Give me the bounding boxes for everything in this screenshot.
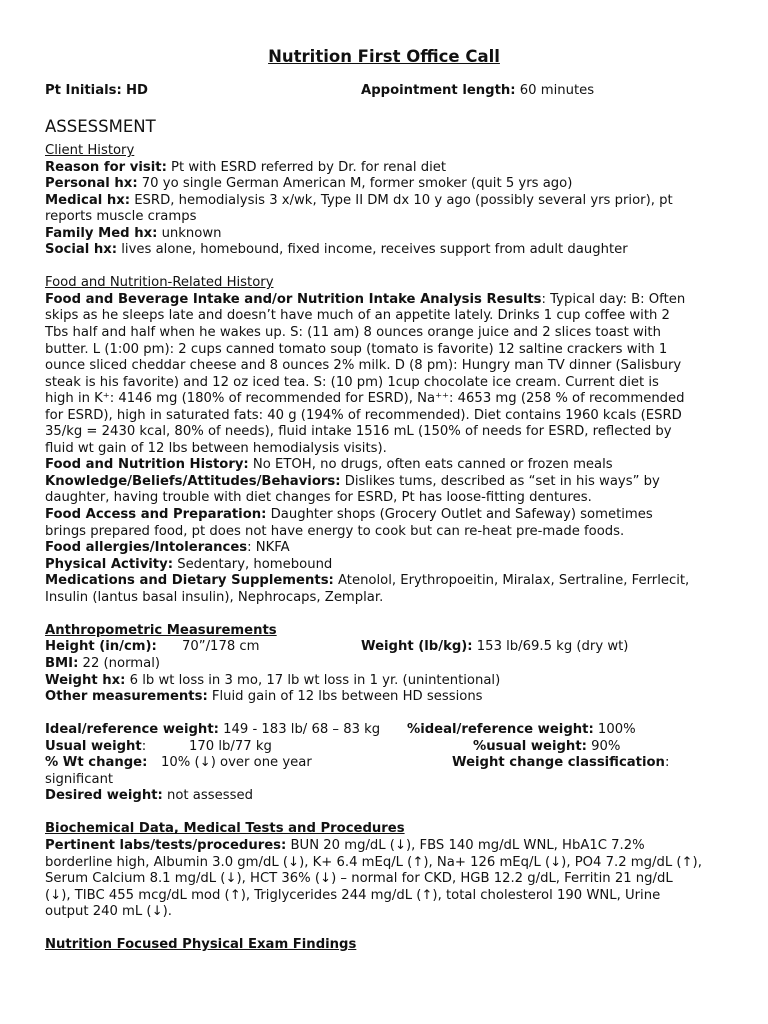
wt-change-class-colon: :: [664, 755, 670, 771]
allergies-label: Food allergies/Intolerances: [45, 540, 248, 556]
weight-hx-value: 6 lb wt loss in 3 mo, 17 lb wt loss in 1 yr. (unintentional): [125, 672, 501, 688]
food-history-heading: Food and Nutrition-Related History: [45, 275, 274, 291]
knowledge-value-cont: daughter, having trouble with diet changes for ESRD, Pt has loose-fitting dentures.: [45, 490, 592, 506]
labs-line: borderline high, Albumin 3.0 gm/dL (↓), K+ 6.4 mEq/L (↑), Na+ 126 mEq/L (↓), PO4 7.2 mg/dL (↑),: [45, 854, 702, 870]
medical-hx-value: ESRD, hemodialysis 3 x/wk, Type II DM dx 10 y ago (possibly several yrs prior), pt: [130, 192, 673, 208]
food-access-value-cont: brings prepared food, pt does not have energy to cook but can re-heat pre-made foods.: [45, 523, 625, 539]
intake-line: ounce sliced cheddar cheese and 8 ounces 2% milk. D (8 pm): Hungry man TV dinner (Salisbury: [45, 358, 682, 374]
appointment-length-value: 60 minutes: [519, 83, 595, 98]
pt-initials-value: HD: [125, 83, 148, 98]
intake-label: Food and Beverage Intake and/or Nutrition Intake Analysis Results: [45, 291, 542, 307]
social-hx-label: Social hx:: [45, 242, 118, 258]
wt-change-class-label: Weight change classification: [452, 755, 665, 771]
desired-weight-label: Desired weight:: [45, 788, 163, 804]
intake-line: fluid wt gain of 12 lbs between hemodialysis visits).: [45, 440, 387, 456]
pct-usual-label: %usual weight:: [473, 738, 587, 754]
pt-initials-label: Pt Initials:: [45, 83, 122, 98]
intake-line: 35/kg = 2430 kcal, 80% of needs), fluid intake 1516 mL (150% of needs for ESRD, reflected by: [45, 424, 672, 440]
physical-exam-heading: Nutrition Focused Physical Exam Findings: [45, 937, 357, 953]
desired-weight-value: not assessed: [162, 788, 253, 804]
labs-line: Serum Calcium 8.1 mg/dL (↓), HCT 36% (↓) – normal for CKD, HGB 12.2 g/dL, Ferritin 21 ng/dL: [45, 871, 673, 887]
intake-line: steak is his favorite) and 12 oz iced tea. S: (10 pm) 1cup chocolate ice cream. Current diet is: [45, 374, 659, 390]
height-label: Height (in/cm):: [45, 639, 157, 655]
pct-usual-value: 90%: [586, 738, 621, 754]
fn-history-label: Food and Nutrition History:: [45, 457, 249, 473]
wt-change-value: 10% (↓) over one year: [161, 755, 312, 771]
food-access-label: Food Access and Preparation:: [45, 507, 267, 523]
family-hx-label: Family Med hx:: [45, 225, 158, 241]
family-hx-value: unknown: [157, 225, 222, 241]
reason-value: Pt with ESRD referred by Dr. for renal diet: [166, 159, 447, 175]
medical-hx-label: Medical hx:: [45, 192, 131, 208]
personal-hx-value: 70 yo single German American M, former smoker (quit 5 yrs ago): [137, 176, 573, 192]
activity-label: Physical Activity:: [45, 556, 173, 572]
knowledge-label: Knowledge/Beliefs/Attitudes/Behaviors:: [45, 473, 341, 489]
header-info-row: [45, 83, 725, 98]
assessment-heading: ASSESSMENT: [45, 117, 156, 136]
medications-label: Medications and Dietary Supplements:: [45, 573, 334, 589]
social-hx-value: lives alone, homebound, fixed income, receives support from adult daughter: [117, 242, 628, 258]
labs-line: BUN 20 mg/dL (↓), FBS 140 mg/dL WNL, HbA1C 7.2%: [286, 837, 645, 853]
other-measurements-value: Fluid gain of 12 lbs between HD sessions: [207, 689, 483, 705]
ideal-weight-label: Ideal/reference weight:: [45, 722, 219, 738]
food-access-value: Daughter shops (Grocery Outlet and Safeway) sometimes: [266, 507, 653, 523]
usual-weight-label: Usual weight: [45, 738, 142, 754]
usual-weight-colon: :: [141, 738, 147, 754]
labs-label: Pertinent labs/tests/procedures:: [45, 837, 287, 853]
wt-change-class-value: significant: [45, 771, 114, 787]
pct-ideal-label: %ideal/reference weight:: [407, 722, 594, 738]
document-title: Nutrition First Office Call: [268, 47, 500, 66]
intake-line: high in K⁺: 4146 mg (180% of recommended for ESRD), Na⁺⁺: 4653 mg (258 % of recommended: [45, 391, 685, 407]
intake-line: : Typical day: B: Often: [541, 291, 686, 307]
allergies-value: : NKFA: [247, 540, 290, 556]
anthro-heading: Anthropometric Measurements: [45, 622, 277, 638]
weight-label: Weight (lb/kg):: [361, 639, 473, 655]
intake-line: butter. L (1:00 pm): 2 cups canned tomato soup (tomato is favorite) 12 saltine crackers with 1: [45, 341, 668, 357]
intake-line: Tbs half and half when he wakes up. S: (11 am) 8 ounces orange juice and 2 slices toast with: [45, 325, 661, 341]
client-history-heading: Client History: [45, 143, 135, 158]
labs-line: (↓), TIBC 455 mcg/dL mod (↑), Triglycerides 244 mg/dL (↑), total cholesterol 190 WNL, Urine: [45, 887, 661, 903]
intake-line: for ESRD), high in saturated fats: 40 g (194% of recommended). Diet contains 1960 kcals (ESRD: [45, 407, 682, 423]
medications-value-cont: Insulin (lantus basal insulin), Nephrocaps, Zemplar.: [45, 589, 384, 605]
ideal-weight-value: 149 - 183 lb/ 68 – 83 kg: [218, 722, 381, 738]
pct-ideal-value: 100%: [593, 722, 636, 738]
reason-label: Reason for visit:: [45, 159, 167, 175]
height-value: 70”/178 cm: [182, 639, 260, 655]
weight-hx-label: Weight hx:: [45, 672, 126, 688]
usual-weight-value: 170 lb/77 kg: [189, 738, 272, 754]
weight-value: 153 lb/69.5 kg (dry wt): [472, 639, 629, 655]
activity-value: Sedentary, homebound: [173, 556, 333, 572]
labs-line: output 240 mL (↓).: [45, 904, 172, 920]
fn-history-value: No ETOH, no drugs, often eats canned or frozen meals: [248, 457, 613, 473]
bmi-value: 22 (normal): [78, 655, 161, 671]
personal-hx-label: Personal hx:: [45, 176, 138, 192]
medical-hx-value-cont: reports muscle cramps: [45, 209, 197, 225]
appointment-length-label: Appointment length:: [361, 83, 516, 98]
wt-change-label: % Wt change:: [45, 755, 148, 771]
medications-value: Atenolol, Erythropoeitin, Miralax, Sertraline, Ferrlecit,: [333, 573, 690, 589]
biochem-heading: Biochemical Data, Medical Tests and Procedures: [45, 821, 405, 837]
document-body: [45, 143, 725, 954]
bmi-label: BMI:: [45, 655, 79, 671]
knowledge-value: Dislikes tums, described as “set in his ways” by: [340, 473, 660, 489]
intake-line: skips as he sleeps late and doesn’t have much of an appetite lately. Drinks 1 cup coffee with 2: [45, 308, 670, 324]
other-measurements-label: Other measurements:: [45, 689, 208, 705]
